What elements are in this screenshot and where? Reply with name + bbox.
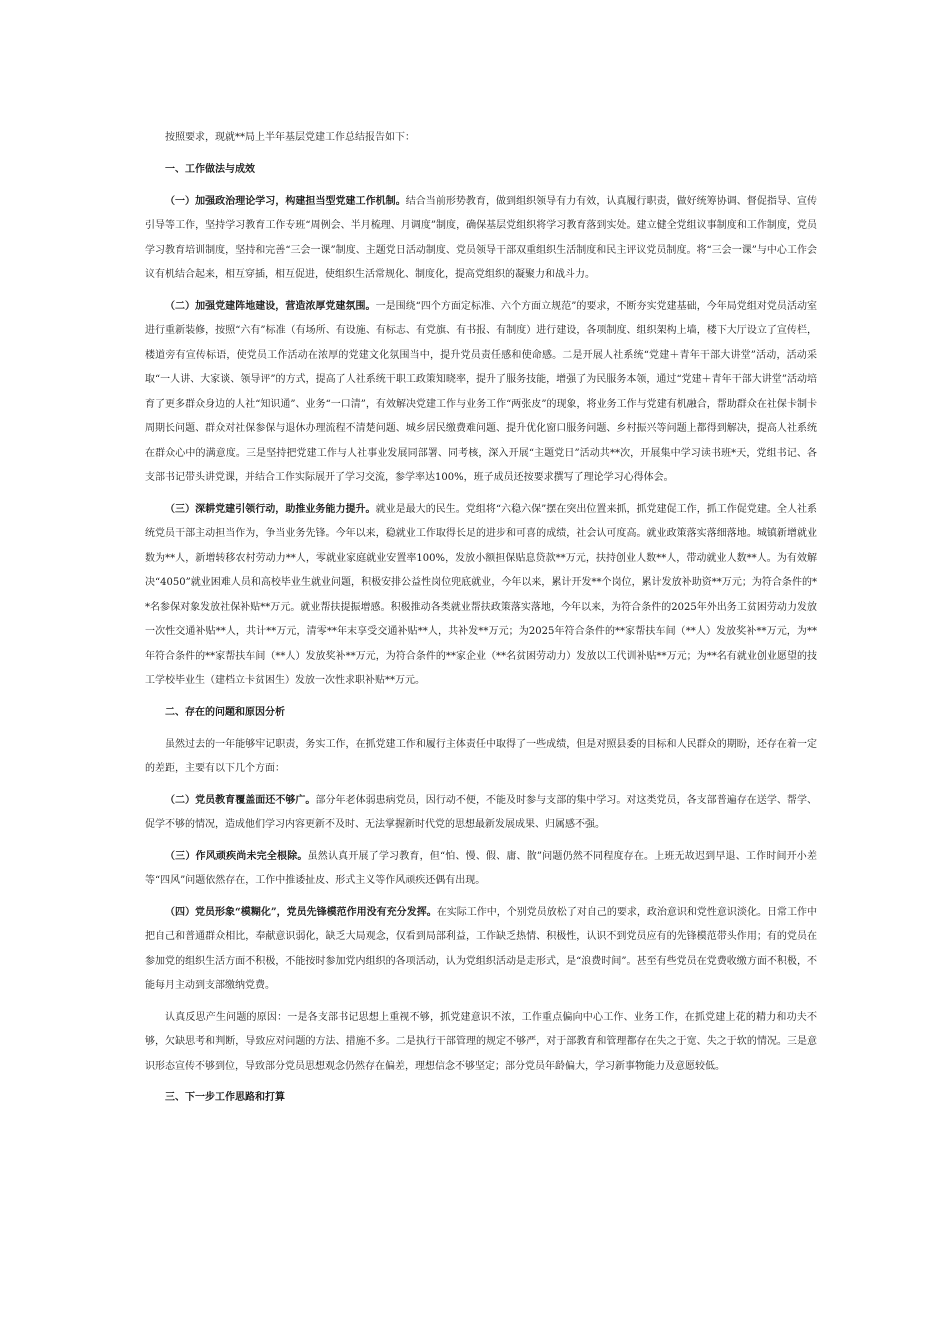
paragraph	[145, 1006, 817, 1080]
section-heading: 二、存在的问题和原因分析	[165, 706, 285, 718]
paragraph-text: 认真反思产生问题的原因：一是各支部书记思想上重视不够，抓党建意识不浓，工作重点偏向中心工作、业务工作，在抓党建上花的精力和功夫不够，欠缺思考和判断，导致应对问题的方法、措施不多。二是执行干部管理的规定不够严，对于部教育和管理都存在失之于宽、失之于软的情况。三是意识形态宣传不够到位，导致部分党员思想观念仍然存在偏差，理想信念不够坚定；部分党员年龄偏大，学习新事物能力及意愿较低。	[145, 1011, 817, 1072]
paragraph-lead: （二）加强党建阵地建设，营造浓厚党建氛围。	[165, 300, 376, 312]
paragraph-text: 在实际工作中，个别党员放松了对自己的要求，政治意识和党性意识淡化。日常工作中把自己和普通群众相比，奉献意识弱化，缺乏大局观念，仅看到局部利益，工作缺乏热情、积极性，认识不到党员应有的先锋模范带头作用；有的党员在参加党的组织生活方面不积极，不能按时参加党内组织的各项活动，认为党组织活动是走形式，是“浪费时间”。甚至有些党员在党费收缴方面不积极，不能每月主动到支部缴纳党费。	[145, 906, 817, 991]
paragraph-lead: （一）加强政治理论学习，构建担当型党建工作机制。	[165, 195, 406, 207]
paragraph-lead: （四）党员形象“模糊化”，党员先锋模范作用没有充分发挥。	[165, 906, 437, 918]
paragraph	[145, 498, 817, 694]
paragraph	[145, 845, 817, 894]
section-3	[145, 1086, 817, 1110]
paragraph-text: 就业是最大的民生。党组将“六稳六保”摆在突出位置来抓，抓党建促工作，抓工作促党建。全人社系统党员干部主动担当作为，争当业务先锋。今年以来，稳就业工作取得长足的进步和可喜的成绩，社会认可度高。就业政策落实落细落地。城镇新增就业数为**人，新增转移农村劳动力**人，零就业家庭就业安置率100%，发放小额担保贴息贷款**万元，扶持创业人数**人，带动就业人数**人。为有效解决“4050”就业困难人员和高校毕业生就业问题，积极安排公益性岗位兜底就业，今年以来，累计开发**个岗位，累计发放补助资**万元；为符合条件的**名参保对象发放社保补贴**万元。就业帮扶提振增感。积极推动各类就业帮扶政策落实落地，今年以来，为符合条件的2025年外出务工贫困劳动力发放一次性交通补贴**人，共计**万元，清零**年末享受交通补贴**人，共补发**万元；为2025年符合条件的**家帮扶车间（**人）发放奖补**万元，为**年符合条件的**家帮扶车间（**人）发放奖补**万元，为符合条件的**家企业（**名贫困劳动力）发放以工代训补贴**万元；为**名有就业创业愿望的技工学校毕业生（建档立卡贫困生）发放一次性求职补贴**万元。	[145, 503, 817, 686]
paragraph-text: 虽然认真开展了学习教育，但“怕、慢、假、庸、散”问题仍然不同程度存在。上班无故迟到早退、工作时间开小差等“四风”问题依然存在，工作中推诿扯皮、形式主义等作风顽疾还偶有出现。	[145, 850, 817, 886]
paragraph	[145, 789, 817, 838]
paragraph	[145, 901, 817, 999]
paragraph	[145, 295, 817, 491]
paragraph	[145, 190, 817, 288]
section-heading: 三、下一步工作思路和打算	[165, 1092, 285, 1103]
paragraph-text: 虽然过去的一年能够牢记职责，务实工作，在抓党建工作和履行主体责任中取得了一些成绩，但是对照县委的目标和人民群众的期盼，还存在着一定的差距，主要有以下几个方面：	[145, 738, 817, 774]
section-heading: 一、工作做法与成效	[165, 163, 255, 175]
section-1	[145, 158, 817, 694]
section-2	[145, 701, 817, 1080]
paragraph-text: 结合当前形势教育，做到组织领导有力有效，认真履行职责，做好统筹协调、督促指导、宣传引导等工作，坚持学习教育工作专班“周例会、半月梳理、月调度”制度，确保基层党组织将学习教育落到实处。建立健全党组议事制度和工作制度，党员学习教育培训制度，坚持和完善“三会一课”制度、主题党日活动制度、党员领导干部双重组织生活制度和民主评议党员制度。将“三会一课”与中心工作会议有机结合起来，相互穿插，相互促进，使组织生活常规化、制度化，提高党组织的凝聚力和战斗力。	[145, 195, 817, 280]
paragraph	[145, 733, 817, 782]
paragraph-text: 一是围绕“四个方面定标准、六个方面立规范”的要求，不断夯实党建基础，今年局党组对党员活动室进行重新装修，按照“六有”标准（有场所、有设施、有标志、有党旗、有书报、有制度）进行建设，各项制度、组织架构上墙，楼下大厅设立了宣传栏，楼道旁有宣传标语，使党员工作活动在浓厚的党建文化氛围当中，提升党员责任感和使命感。二是开展人社系统“党建＋青年干部大讲堂”活动，活动采取“一人讲、大家谈、领导评”的方式，提高了人社系统干职工政策知晓率，提升了服务技能，增强了为民服务本领，通过“党建＋青年干部大讲堂”活动培育了更多群众身边的人社“知识通”、业务“一口清”，有效解决党建工作与业务工作“两张皮”的现象，将业务工作与党建有机融合，帮助群众在社保卡制卡周期长问题、群众对社保参保与退休办理流程不清楚问题、城乡居民缴费难问题、提升优化窗口服务问题、乡村振兴等问题上都得到解决，提高人社系统在群众心中的满意度。三是坚持把党建工作与人社事业发展同部署、同考核，深入开展“主题党日”活动共**次，开展集中学习读书班*天，党组书记、各支部书记带头讲党课，并结合工作实际展开了学习交流，参学率达100%，班子成员还按要求撰写了理论学习心得体会。	[145, 300, 817, 483]
paragraph-lead: （三）深耕党建引领行动，助推业务能力提升。	[165, 503, 376, 515]
paragraph-lead: （三）作风顽疾尚未完全根除。	[165, 850, 308, 862]
paragraph-text: 部分年老体弱患病党员，因行动不便，不能及时参与支部的集中学习。对这类党员，各支部普遍存在送学、帮学、促学不够的情况，造成他们学习内容更新不及时、无法掌握新时代党的思想最新发展成果、归属感不强。	[145, 794, 817, 830]
intro-paragraph: 按照要求，现就**局上半年基层党建工作总结报告如下：	[165, 132, 415, 143]
paragraph-lead: （二）党员教育覆盖面还不够广。	[165, 794, 316, 806]
